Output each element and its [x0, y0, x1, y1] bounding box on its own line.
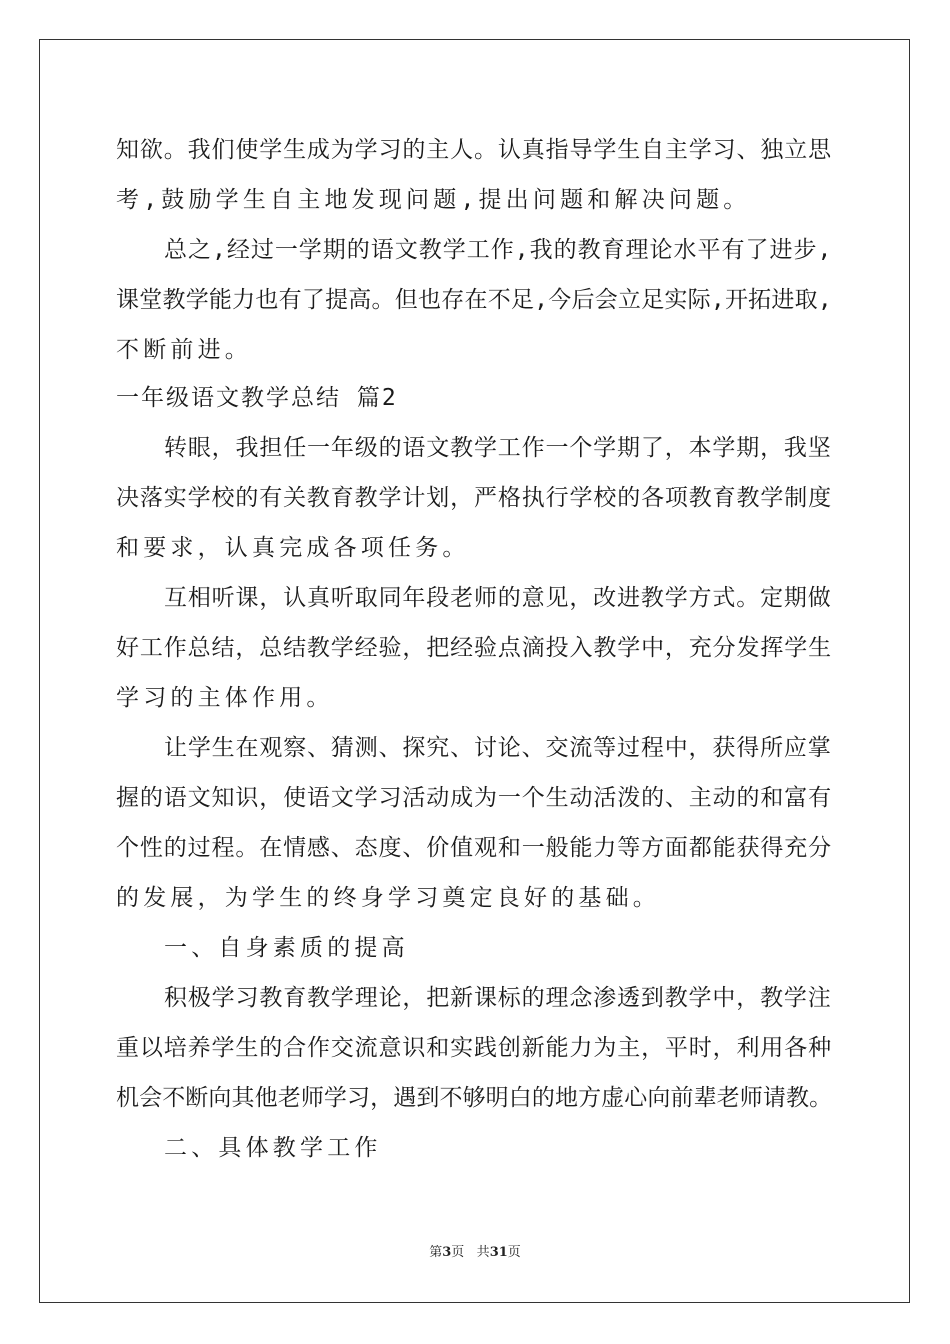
text-line: 机会不断向其他老师学习，遇到不够明白的地方虚心向前辈老师请教。 — [116, 1085, 833, 1111]
paragraph-start: 让学生在观察、猜测、探究、讨论、交流等过程中，获得所应掌 — [164, 735, 832, 761]
text-line: 知欲。我们使学生成为学习的主人。认真指导学生自主学习、独立思 — [116, 137, 832, 163]
text-line: 不断前进。 — [116, 337, 252, 363]
paragraph-start: 总之,经过一学期的语文教学工作,我的教育理论水平有了进步, — [164, 237, 833, 263]
section-heading: 一年级语文教学总结 篇2 — [116, 385, 398, 411]
text-line: 的发展，为学生的终身学习奠定良好的基础。 — [116, 885, 660, 911]
subsection-heading: 一、自身素质的提高 — [164, 935, 409, 961]
page-prefix: 第 — [429, 1245, 443, 1260]
paragraph-start: 转眼，我担任一年级的语文教学工作一个学期了，本学期，我坚 — [164, 435, 832, 461]
paragraph-start: 互相听课，认真听取同年段老师的意见，改进教学方式。定期做 — [164, 585, 832, 611]
subsection-heading: 二、具体教学工作 — [164, 1135, 382, 1161]
text-line: 和要求，认真完成各项任务。 — [116, 535, 470, 561]
page-unit: 页 — [451, 1245, 465, 1260]
text-line: 握的语文知识，使语文学习活动成为一个生动活泼的、主动的和富有 — [116, 785, 832, 811]
page-footer — [0, 1243, 950, 1263]
text-line: 决落实学校的有关教育教学计划，严格执行学校的各项教育教学制度 — [116, 485, 832, 511]
text-line: 课堂教学能力也有了提高。但也存在不足,今后会立足实际,开拓进取, — [116, 287, 832, 313]
text-line: 个性的过程。在情感、态度、价值观和一般能力等方面都能获得充分 — [116, 835, 832, 861]
total-prefix: 共 — [476, 1245, 490, 1260]
page-number: 3 — [442, 1245, 452, 1260]
text-line: 好工作总结，总结教学经验，把经验点滴投入教学中，充分发挥学生 — [116, 635, 832, 661]
page-total: 31 — [489, 1245, 508, 1260]
text-line: 考,鼓励学生自主地发现问题,提出问题和解决问题。 — [116, 187, 751, 213]
total-unit: 页 — [507, 1245, 521, 1260]
text-line: 学习的主体作用。 — [116, 685, 334, 711]
text-line: 重以培养学生的合作交流意识和实践创新能力为主，平时，利用各种 — [116, 1035, 832, 1061]
paragraph-start: 积极学习教育教学理论，把新课标的理念渗透到教学中，教学注 — [164, 985, 832, 1011]
